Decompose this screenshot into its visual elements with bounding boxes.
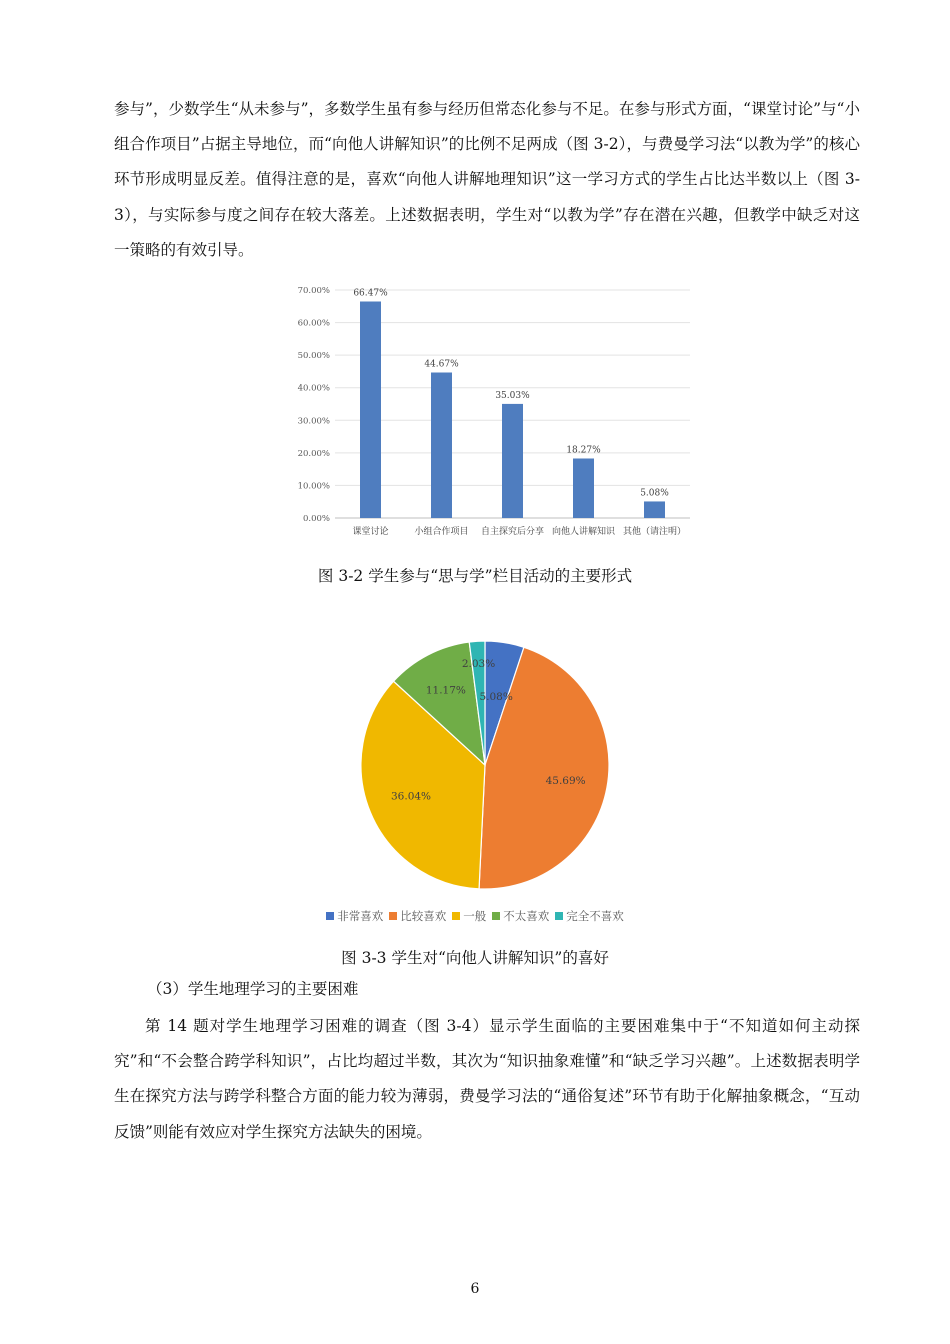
bar-value-label: 18.27% <box>566 445 601 456</box>
x-category-label: 课堂讨论 <box>352 527 389 537</box>
pie-value-label: 36.04% <box>391 790 432 803</box>
bar <box>431 373 452 518</box>
legend-swatch <box>326 912 334 920</box>
legend-item <box>492 908 549 924</box>
bar-value-label: 66.47% <box>353 288 388 299</box>
y-tick-label: 30.00% <box>297 416 330 427</box>
legend-label: 非常喜欢 <box>337 909 384 923</box>
legend-label: 不太喜欢 <box>503 909 550 923</box>
y-tick-label: 20.00% <box>297 448 330 459</box>
x-category-label: 自主探究后分享 <box>480 527 545 537</box>
legend-item <box>452 908 486 924</box>
pie-legend <box>0 908 950 924</box>
legend-swatch <box>452 912 460 920</box>
y-tick-label: 70.00% <box>297 286 330 296</box>
bar-value-label: 5.08% <box>640 488 669 499</box>
pie-value-label: 11.17% <box>425 684 466 697</box>
pie-value-label: 45.69% <box>545 774 586 787</box>
section-heading: （3）学生地理学习的主要困难 <box>147 980 359 998</box>
y-tick-label: 50.00% <box>297 351 330 362</box>
pie-chart-preference <box>350 630 620 900</box>
legend-item <box>555 908 624 924</box>
bar-chart-participation-forms <box>290 280 700 542</box>
legend-swatch <box>555 912 563 920</box>
bar-value-label: 44.67% <box>424 359 459 370</box>
page-number: 6 <box>470 1281 480 1297</box>
y-tick-label: 60.00% <box>297 318 330 329</box>
legend-swatch <box>389 912 397 920</box>
legend-item <box>326 908 383 924</box>
x-category-label: 向他人讲解知识 <box>551 527 616 537</box>
body-paragraph-2: 第 14 题对学生地理学习困难的调查（图 3-4）显示学生面临的主要困难集中于“不知道如何主动探究”和“不会整合跨学科知识”，占比均超过半数，其次为“知识抽象难懂”和“缺乏学习兴趣”。上述数据表明学生在探究方法与跨学科整合方面的能力较为薄弱，费曼学习法的“通俗复述”环节有助于化解抽象概念，“互动反馈”则能有效应对学生探究方法缺失的困境。 <box>114 1017 860 1141</box>
x-category-label: 其他（请注明） <box>622 527 687 537</box>
figure-3-3-caption: 图 3-3 学生对“向他人讲解知识”的喜好 <box>341 949 609 967</box>
y-tick-label: 10.00% <box>297 481 330 492</box>
figure-3-2-caption: 图 3-2 学生参与“思与学”栏目活动的主要形式 <box>317 567 633 585</box>
bar <box>644 501 665 518</box>
x-category-label: 小组合作项目 <box>414 527 469 537</box>
bar <box>360 301 381 518</box>
legend-swatch <box>492 912 500 920</box>
legend-item <box>389 908 446 924</box>
legend-label: 一般 <box>463 909 487 923</box>
pie-value-label: 2.03% <box>461 658 496 671</box>
legend-label: 完全不喜欢 <box>566 909 624 923</box>
pie-value-label: 5.08% <box>479 690 513 703</box>
body-paragraph-1: 参与”，少数学生“从未参与”，多数学生虽有参与经历但常态化参与不足。在参与形式方面，“课堂讨论”与“小组合作项目”占据主导地位，而“向他人讲解知识”的比例不足两成（图 3-2），与费曼学习法“以教为学”的核心环节形成明显反差。值得注意的是，喜欢“向他人讲解地理知识”这一学习方式的学生占比达半数以上（图 3-3），与实际参与度之间存在较大落差。上述数据表明，学生对“以教为学”存在潜在兴趣，但教学中缺乏对这一策略的有效引导。 <box>114 100 860 259</box>
bar <box>502 404 523 518</box>
y-tick-label: 40.00% <box>297 383 330 394</box>
legend-label: 比较喜欢 <box>400 909 447 923</box>
bar-value-label: 35.03% <box>495 390 530 401</box>
y-tick-label: 0.00% <box>302 514 330 524</box>
bar <box>573 458 594 518</box>
